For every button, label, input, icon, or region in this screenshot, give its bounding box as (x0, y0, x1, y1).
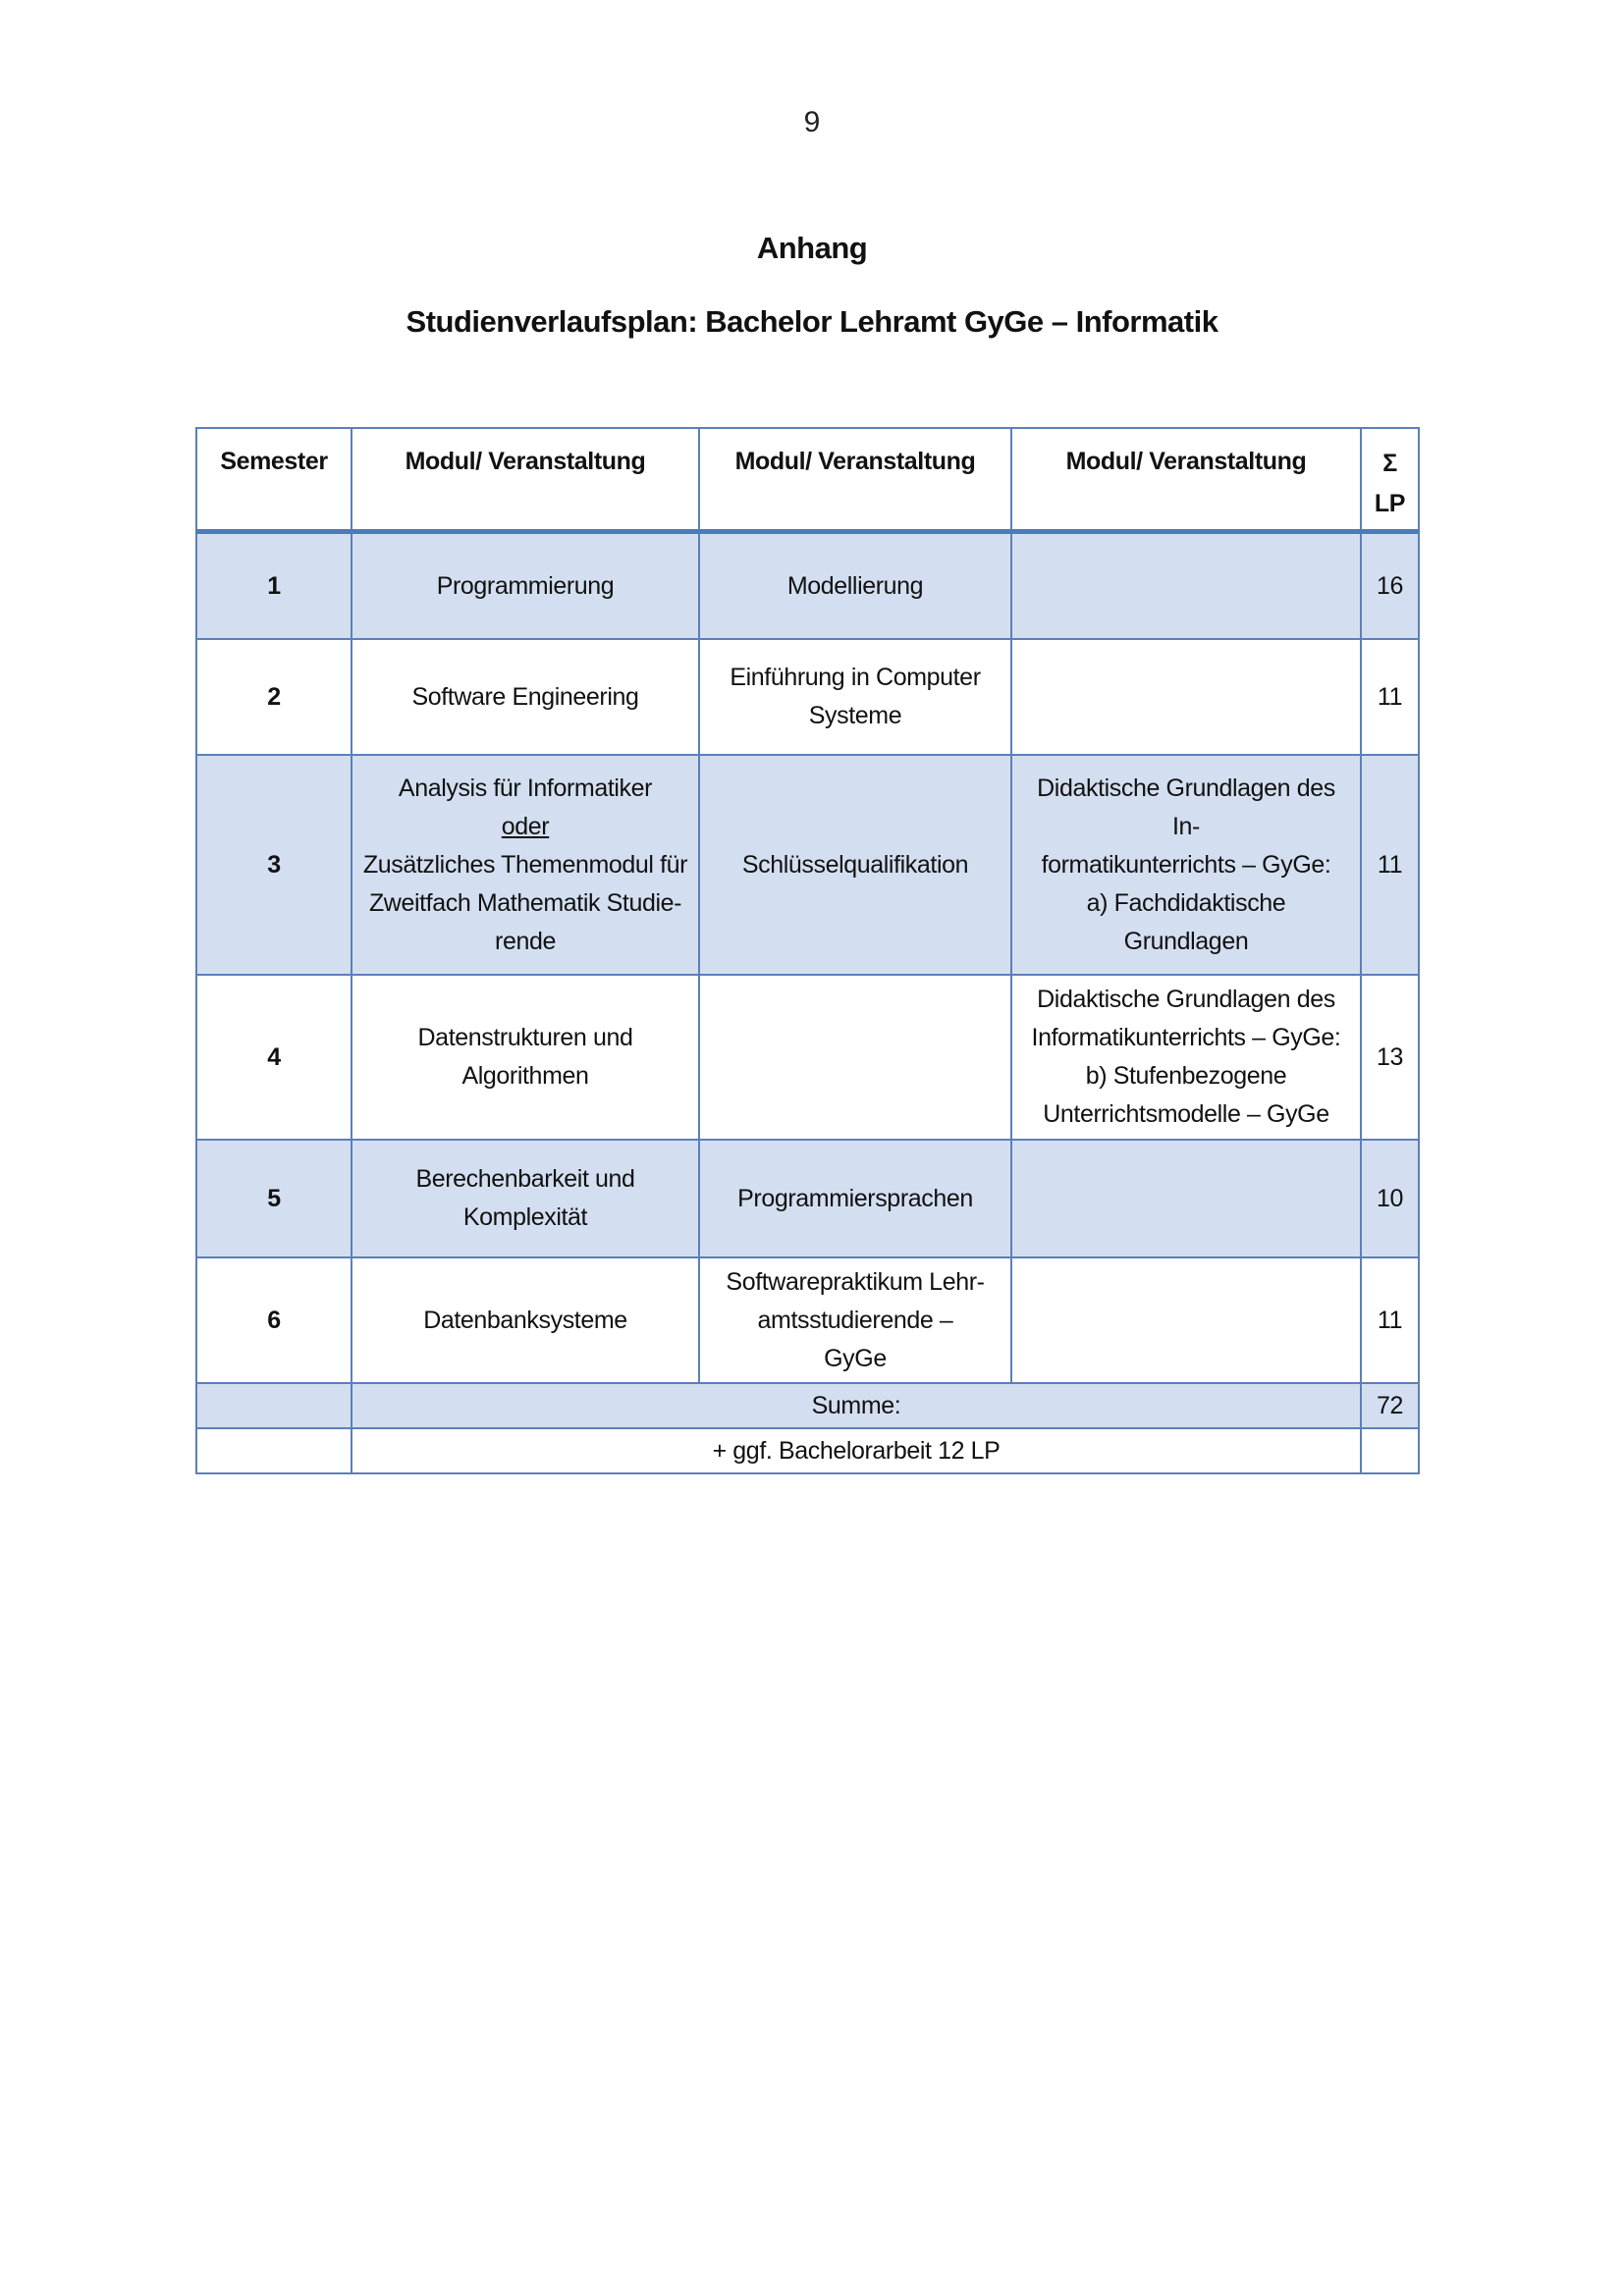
table-row (196, 532, 1419, 640)
lp-cell: 10 (1361, 1140, 1419, 1257)
module-cell (699, 1257, 1011, 1383)
module-text: Informatikunterrichts – GyGe: (1031, 1024, 1341, 1051)
page-number: 9 (803, 106, 821, 138)
lp-cell: 11 (1361, 1257, 1419, 1383)
module-cell-empty (1011, 639, 1361, 755)
sum-value: 72 (1361, 1383, 1419, 1428)
lp-cell: 16 (1361, 532, 1419, 640)
page-subheading: Studienverlaufsplan: Bachelor Lehramt GyGe – Informatik (406, 304, 1218, 339)
module-cell (352, 532, 699, 640)
semester-cell: 4 (196, 975, 352, 1140)
module-cell (699, 532, 1011, 640)
module-text: a) Fachdidaktische Grundlagen (1086, 888, 1286, 955)
sum-row (196, 1383, 1419, 1428)
module-cell (1011, 975, 1361, 1140)
module-cell (699, 639, 1011, 755)
semester-cell: 6 (196, 1257, 352, 1383)
table-row (196, 1257, 1419, 1383)
module-text: Analysis für Informatiker (398, 774, 653, 802)
module-text: Zusätzliches Themenmodul für (362, 850, 688, 879)
module-text: Unterrichtsmodelle – GyGe (1043, 1100, 1329, 1128)
bachelor-row-empty-cell (196, 1428, 352, 1473)
module-text: Programmierung (436, 571, 615, 600)
bachelor-row-empty-lp (1361, 1428, 1419, 1473)
header-sum-lp (1361, 428, 1419, 532)
module-cell (1011, 755, 1361, 975)
module-cell-empty (1011, 1257, 1361, 1383)
header-module-3: Modul/ Veranstaltung (1011, 428, 1361, 532)
module-cell (699, 1140, 1011, 1257)
module-cell (352, 755, 699, 975)
module-text: Didaktische Grundlagen des In- (1037, 774, 1335, 840)
lp-label: LP (1374, 490, 1406, 517)
module-cell (352, 1140, 699, 1257)
module-cell-empty (1011, 1140, 1361, 1257)
sigma-symbol: Σ (1382, 450, 1397, 477)
table-row (196, 1140, 1419, 1257)
module-text: Systeme (808, 702, 902, 729)
module-text: Berechenbarkeit und (415, 1165, 635, 1193)
module-text: Programmiersprachen (737, 1184, 973, 1212)
module-cell (352, 975, 699, 1140)
module-text: GyGe (824, 1344, 887, 1372)
module-text: formatikunterrichts – GyGe: (1041, 850, 1331, 879)
module-cell-empty (699, 975, 1011, 1140)
module-text: Didaktische Grundlagen des (1037, 986, 1335, 1013)
bachelor-note: + ggf. Bachelorarbeit 12 LP (352, 1428, 1361, 1473)
table-row (196, 639, 1419, 755)
header-module-1: Modul/ Veranstaltung (352, 428, 699, 532)
module-text: rende (495, 927, 556, 955)
module-text: Algorithmen (461, 1062, 589, 1090)
sum-row-empty-cell (196, 1383, 352, 1428)
module-text: Schlüsselqualifikation (741, 850, 969, 879)
module-text: Zweitfach Mathematik Studie- (368, 888, 682, 917)
semester-cell: 2 (196, 639, 352, 755)
lp-cell: 11 (1361, 755, 1419, 975)
study-plan-table (195, 427, 1420, 1474)
module-cell (699, 755, 1011, 975)
sum-label: Summe: (352, 1383, 1361, 1428)
header-semester: Semester (196, 428, 352, 532)
lp-cell: 11 (1361, 639, 1419, 755)
module-or-text: oder (501, 812, 550, 840)
semester-cell: 3 (196, 755, 352, 975)
page-heading: Anhang (756, 231, 868, 265)
module-text: Softwarepraktikum Lehr- (726, 1267, 985, 1296)
module-text: Modellierung (786, 571, 924, 600)
table-header-row (196, 428, 1419, 532)
module-text: Software Engineering (411, 682, 639, 711)
header-module-2: Modul/ Veranstaltung (699, 428, 1011, 532)
module-text: Datenbanksysteme (423, 1306, 627, 1334)
module-text: amtsstudierende – (757, 1306, 953, 1334)
lp-cell: 13 (1361, 975, 1419, 1140)
module-cell (352, 639, 699, 755)
module-cell (352, 1257, 699, 1383)
module-text: Komplexität (462, 1203, 588, 1231)
module-cell-empty (1011, 532, 1361, 640)
module-text: Datenstrukturen und (417, 1024, 633, 1051)
table-row (196, 975, 1419, 1140)
semester-cell: 1 (196, 532, 352, 640)
module-text: b) Stufenbezogene (1085, 1062, 1287, 1090)
bachelor-row (196, 1428, 1419, 1473)
module-text: Einführung in Computer (730, 664, 981, 691)
table-row (196, 755, 1419, 975)
semester-cell: 5 (196, 1140, 352, 1257)
